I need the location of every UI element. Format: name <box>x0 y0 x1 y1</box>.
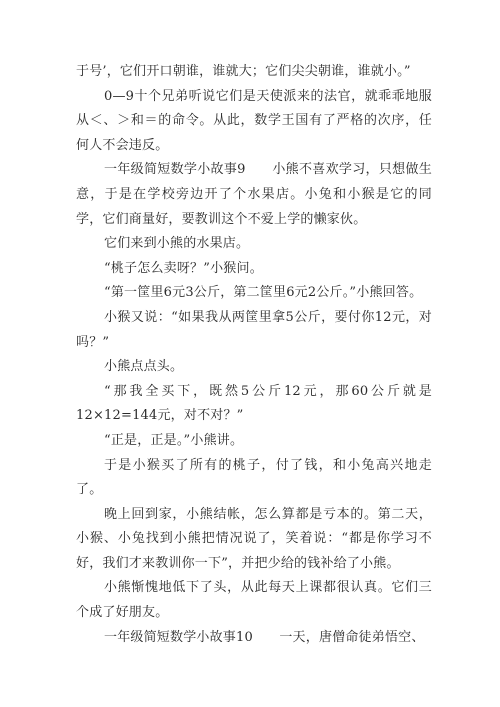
story-text <box>76 60 432 650</box>
paragraph-evening-accounts: 晚上回到家，小熊结帐，怎么算都是亏本的。第二天，小猴、小兔找到小熊把情况说了，笑着说：“都是你学习不好，我们才来教训你一下”，并把少给的钱补给了小熊。 <box>76 506 432 571</box>
paragraph-fruit-shop: 它们来到小熊的水果店。 <box>104 236 250 252</box>
paragraph-story-10-heading: 一年级简短数学小故事10 一天，唐僧命徒弟悟空、 <box>104 629 425 645</box>
paragraph-story-9-heading: 一年级简短数学小故事9 小熊不喜欢学习，只想做生意，于是在学校旁边开了个水果店。小兔和小猴是它的同学，它们商量好，要教训这个不爱上学的懒家伙。 <box>76 162 432 227</box>
paragraph-buy-all: “那我全买下，既然5公斤12元，那60公斤就是12×12=144元，对不对？” <box>76 383 432 424</box>
paragraph-monkey-buys: 于是小猴买了所有的桃子，付了钱，和小兔高兴地走了。 <box>76 457 432 498</box>
paragraph-monkey-asks: 小猴又说：“如果我从两筐里拿5公斤，要付你12元，对吗？” <box>76 309 432 350</box>
paragraph-bear-nods: 小熊点点头。 <box>104 359 184 375</box>
paragraph-peach-question: “桃子怎么卖呀？”小猴问。 <box>104 260 263 276</box>
paragraph-bear-agrees: “正是，正是。”小熊讲。 <box>104 432 244 448</box>
paragraph-good-friends: 小熊惭愧地低下了头，从此每天上课都很认真。它们三个成了好朋友。 <box>76 580 432 621</box>
paragraph-bear-answer: “第一筐里6元3公斤，第二筐里6元2公斤。”小熊回答。 <box>104 285 423 301</box>
paragraph-ten-brothers: 0—9十个兄弟听说它们是天使派来的法官，就乖乖地服从＜、＞和＝的命令。从此，数学王国有了严格的次序，任何人不会违反。 <box>76 88 432 153</box>
paragraph-continuation: 于号’，它们开口朝谁，谁就大；它们尖尖朝谁，谁就小。” <box>76 64 411 79</box>
